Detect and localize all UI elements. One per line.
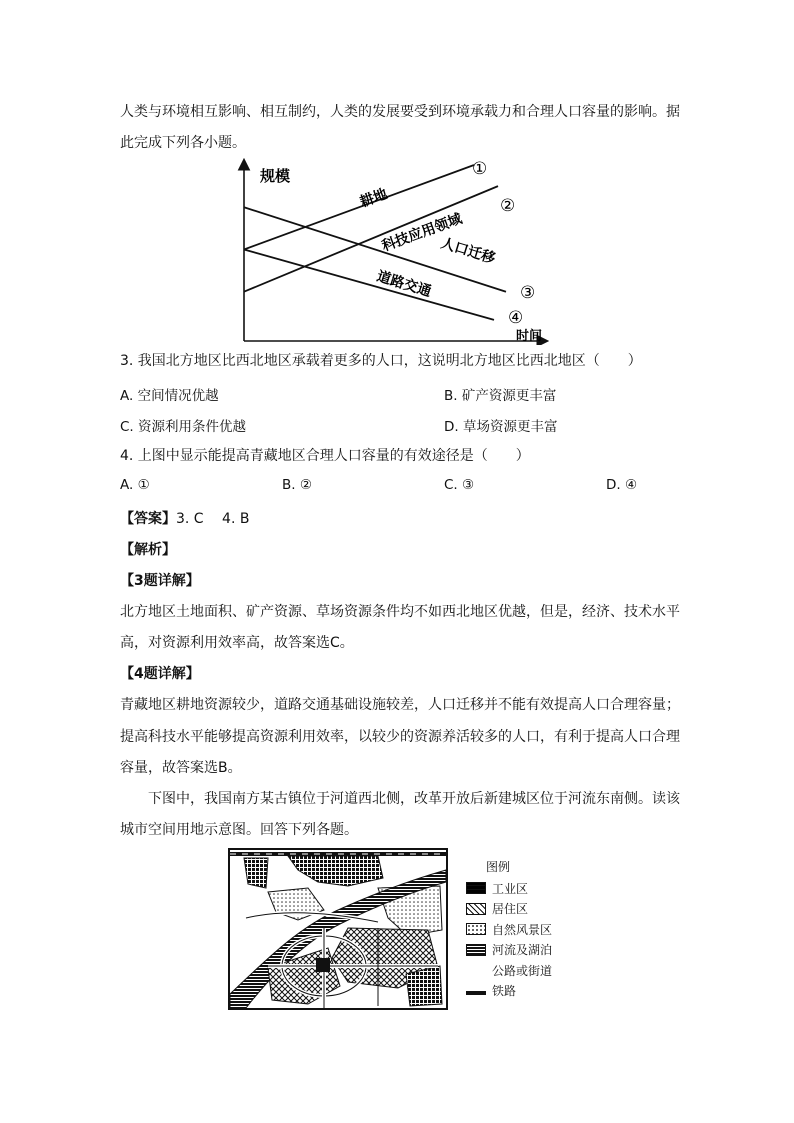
legend-swatch-railway [466,991,486,995]
marker-3: ③ [520,283,536,303]
q4-detail-line-3: 容量，故答案选B。 [120,760,242,776]
intro2-line-2: 城市空间用地示意图。回答下列各题。 [120,822,358,838]
legend-item-residential [466,899,576,920]
q4-detail-line-2: 提高科技水平能够提高资源利用效率，以较少的资源养活较多的人口，有利于提高人口合理 [120,729,680,745]
legend-item-scenic [466,919,576,940]
x-axis-label: 时间 [516,329,543,344]
intro-line-1: 人类与环境相互影响、相互制约，人类的发展要受到环境承载力和合理人口容量的影响。据 [120,104,680,120]
map-legend [466,858,576,1001]
legend-title: 图例 [486,860,511,874]
legend-swatch-scenic [466,923,486,935]
q4-stem: 4. 上图中显示能提高青藏地区合理人口容量的有效途径是（ ） [120,448,530,464]
legend-label-railway: 铁路 [492,984,517,999]
legend-label-water: 河流及湖泊 [492,943,553,958]
marker-1: ① [472,159,488,179]
legend-item-road [466,960,576,981]
q3-stem: 3. 我国北方地区比西北地区承载着更多的人口，这说明北方地区比西北地区（ ） [120,353,642,369]
q4-option-b[interactable]: B. ② [282,477,312,493]
q4-detail-line-1: 青藏地区耕地资源较少，道路交通基础设施较差，人口迁移并不能有效提高人口合理容量； [120,697,680,713]
city-land-use-map [228,848,448,1010]
q3-option-a[interactable]: A. 空间情况优越 [120,388,219,404]
intro-line-2: 此完成下列各小题。 [120,135,246,151]
q3-option-c[interactable]: C. 资源利用条件优越 [120,419,247,435]
series-label-technology: 科技应用领域 [379,210,465,255]
q4-detail-label: 【4题详解】 [120,666,200,682]
y-axis-label: 规模 [260,167,291,185]
intro2-line-1: 下图中，我国南方某古镇位于河道西北侧，改革开放后新建城区位于河流东南侧。读该 [148,791,680,807]
legend-item-railway [466,981,576,1002]
series-label-road: 道路交通 [374,268,434,301]
series-line-road [244,249,494,319]
legend-label-industrial: 工业区 [492,881,529,896]
q3-detail-line-2: 高，对资源利用效率高，故答案选C。 [120,635,354,651]
legend-swatch-residential [466,903,486,915]
q4-option-a[interactable]: A. ① [120,477,150,493]
legend-label-residential: 居住区 [492,902,529,917]
q3-detail-label: 【3题详解】 [120,573,200,589]
q3-option-b[interactable]: B. 矿产资源更丰富 [444,388,557,404]
q4-option-d[interactable]: D. ④ [606,477,638,493]
legend-swatch-road [466,972,486,974]
marker-4: ④ [508,308,524,328]
legend-label-scenic: 自然风景区 [492,922,553,937]
legend-swatch-industrial [466,882,486,894]
q3-detail-line-1: 北方地区土地面积、矿产资源、草场资源条件均不如西北地区优越，但是，经济、技术水平 [120,604,680,620]
q4-option-c[interactable]: C. ③ [444,477,475,493]
q3-option-d[interactable]: D. 草场资源更丰富 [444,419,558,435]
legend-label-road: 公路或街道 [492,963,553,978]
answer-label: 【答案】 [120,511,176,527]
analysis-label: 【解析】 [120,542,176,558]
answer-line [120,509,680,529]
marker-2: ② [500,196,516,216]
legend-swatch-water [466,944,486,956]
scale-time-chart [228,155,558,345]
series-label-migration: 人口迁移 [438,235,498,268]
series-label-cultivated-land: 耕地 [357,186,390,211]
legend-item-industrial [466,878,576,899]
answer-text: 3. C 4. B [176,511,250,527]
legend-item-water [466,940,576,961]
